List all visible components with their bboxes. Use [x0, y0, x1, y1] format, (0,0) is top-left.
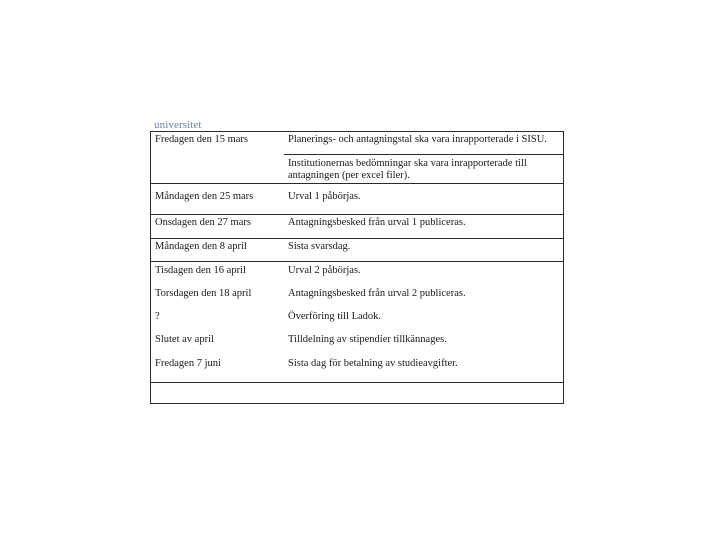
event-cell: Urval 2 påbörjas.: [288, 265, 361, 276]
date-cell: Måndagen den 25 mars: [155, 191, 254, 202]
event-cell: Antagningsbesked från urval 2 publiceras.: [288, 288, 466, 299]
date-cell: Slutet av april: [155, 334, 214, 345]
date-cell: Måndagen den 8 april: [155, 241, 247, 252]
row-divider: [151, 261, 564, 262]
event-cell: Urval 1 påbörjas.: [288, 191, 361, 202]
row-divider: [151, 214, 564, 215]
event-cell: Tilldelning av stipendier tillkännages.: [288, 334, 447, 345]
date-cell: Torsdagen den 18 april: [155, 288, 252, 299]
event-cell: Institutionernas bedömningar ska vara inrapporterade till antagningen (per excel filer).: [288, 158, 527, 181]
row-divider: [151, 238, 564, 239]
document-heading: universitet: [154, 119, 202, 131]
event-cell: Överföring till Ladok.: [288, 311, 382, 322]
event-cell: Antagningsbesked från urval 1 publiceras.: [288, 217, 466, 228]
date-cell: Onsdagen den 27 mars: [155, 217, 251, 228]
date-cell: Tisdagen den 16 april: [155, 265, 246, 276]
date-cell: Fredagen den 15 mars: [155, 134, 249, 145]
event-cell: Planerings- och antagningstal ska vara inrapporterade i SISU.: [288, 134, 547, 145]
event-cell: Sista svarsdag.: [288, 241, 351, 252]
row-divider: [151, 382, 564, 383]
schedule-table: [150, 131, 564, 404]
date-cell: ?: [155, 311, 160, 322]
event-cell: Sista dag för betalning av studieavgifter.: [288, 358, 458, 369]
date-cell: Fredagen 7 juni: [155, 358, 221, 369]
row-divider: [284, 154, 564, 155]
row-divider: [151, 183, 564, 184]
